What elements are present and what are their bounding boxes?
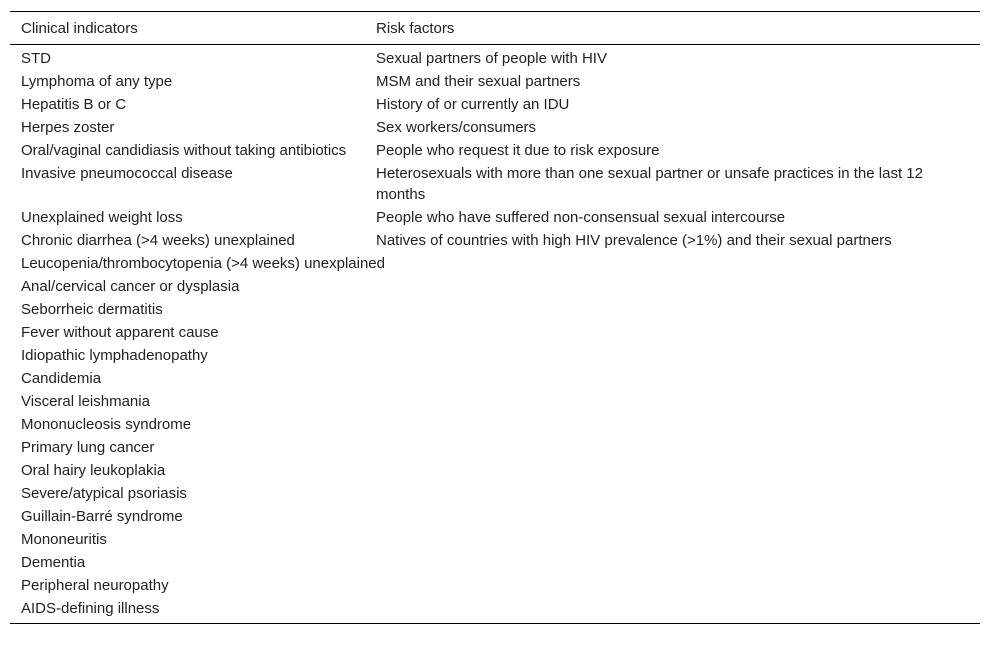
risk-factor-cell — [365, 551, 980, 574]
clinical-indicator-cell: Idiopathic lymphadenopathy — [21, 347, 208, 364]
risk-factor-cell — [365, 482, 980, 505]
clinical-indicator-cell: Invasive pneumococcal disease — [21, 165, 233, 182]
clinical-indicator-cell: Mononucleosis syndrome — [21, 416, 192, 433]
table-row — [10, 116, 980, 139]
header-clinical-indicators: Clinical indicators — [21, 20, 138, 37]
clinical-indicator-cell: Primary lung cancer — [21, 439, 155, 456]
risk-factor-cell — [365, 505, 980, 528]
table-header — [10, 12, 980, 45]
table-row — [10, 229, 980, 252]
table-row — [10, 206, 980, 229]
risk-factor-cell: Sexual partners of people with HIV — [376, 50, 607, 67]
table-body — [10, 45, 980, 624]
table-row — [10, 436, 980, 459]
clinical-indicator-cell: Severe/atypical psoriasis — [21, 485, 187, 502]
table-row — [10, 45, 980, 71]
clinical-indicator-cell: Lymphoma of any type — [21, 73, 173, 90]
header-row — [10, 12, 980, 45]
clinical-indicator-cell: Oral/vaginal candidiasis without taking antibiotics — [21, 142, 347, 159]
table-row — [10, 390, 980, 413]
table-row — [10, 93, 980, 116]
clinical-indicator-cell: Seborrheic dermatitis — [21, 301, 163, 318]
table-row — [10, 344, 980, 367]
clinical-indicator-cell: AIDS-defining illness — [21, 600, 160, 617]
risk-factor-cell — [365, 459, 980, 482]
clinical-indicator-cell: Herpes zoster — [21, 119, 115, 136]
clinical-indicator-cell: Guillain-Barré syndrome — [21, 508, 183, 525]
risk-factor-cell: People who request it due to risk exposure — [376, 142, 660, 159]
risk-factor-cell: Natives of countries with high HIV prevalence (>1%) and their sexual partners — [376, 232, 892, 249]
clinical-indicator-cell: Peripheral neuropathy — [21, 577, 169, 594]
table-row — [10, 528, 980, 551]
risk-factor-cell — [365, 367, 980, 390]
risk-factor-cell — [365, 436, 980, 459]
risk-factor-cell — [365, 252, 980, 275]
clinical-indicator-cell: Oral hairy leukoplakia — [21, 462, 166, 479]
clinical-indicator-cell: Leucopenia/thrombocytopenia (>4 weeks) unexplained — [21, 255, 385, 272]
risk-factor-cell — [365, 275, 980, 298]
risk-factor-cell — [365, 321, 980, 344]
clinical-indicator-cell: Chronic diarrhea (>4 weeks) unexplained — [21, 232, 295, 249]
table-row — [10, 574, 980, 597]
indicators-table — [10, 11, 980, 624]
table-row — [10, 70, 980, 93]
table-row — [10, 275, 980, 298]
risk-factor-cell — [365, 344, 980, 367]
clinical-indicator-cell: Unexplained weight loss — [21, 209, 183, 226]
table-row — [10, 321, 980, 344]
risk-factor-cell: Heterosexuals with more than one sexual partner or unsafe practices in the last 12 months — [376, 165, 923, 203]
clinical-indicator-cell: Candidemia — [21, 370, 102, 387]
header-risk-factors: Risk factors — [376, 20, 455, 37]
risk-factor-cell — [365, 528, 980, 551]
indicators-table-container — [10, 11, 980, 624]
table-row — [10, 298, 980, 321]
table-row — [10, 482, 980, 505]
clinical-indicator-cell: Hepatitis B or C — [21, 96, 127, 113]
clinical-indicator-cell: Visceral leishmania — [21, 393, 150, 410]
table-row — [10, 139, 980, 162]
table-row — [10, 252, 980, 275]
table-row — [10, 551, 980, 574]
clinical-indicator-cell: Fever without apparent cause — [21, 324, 219, 341]
clinical-indicator-cell: Dementia — [21, 554, 86, 571]
table-row — [10, 459, 980, 482]
risk-factor-cell — [365, 298, 980, 321]
risk-factor-cell: People who have suffered non-consensual sexual intercourse — [376, 209, 786, 226]
risk-factor-cell — [365, 390, 980, 413]
clinical-indicator-cell: Mononeuritis — [21, 531, 107, 548]
risk-factor-cell — [365, 413, 980, 436]
clinical-indicator-cell: STD — [21, 50, 51, 67]
risk-factor-cell: History of or currently an IDU — [376, 96, 570, 113]
table-row — [10, 597, 980, 624]
table-row — [10, 413, 980, 436]
risk-factor-cell — [365, 597, 980, 624]
risk-factor-cell: Sex workers/consumers — [376, 119, 537, 136]
risk-factor-cell: MSM and their sexual partners — [376, 73, 581, 90]
table-row — [10, 367, 980, 390]
table-row — [10, 505, 980, 528]
clinical-indicator-cell: Anal/cervical cancer or dysplasia — [21, 278, 240, 295]
risk-factor-cell — [365, 574, 980, 597]
table-row — [10, 162, 980, 206]
